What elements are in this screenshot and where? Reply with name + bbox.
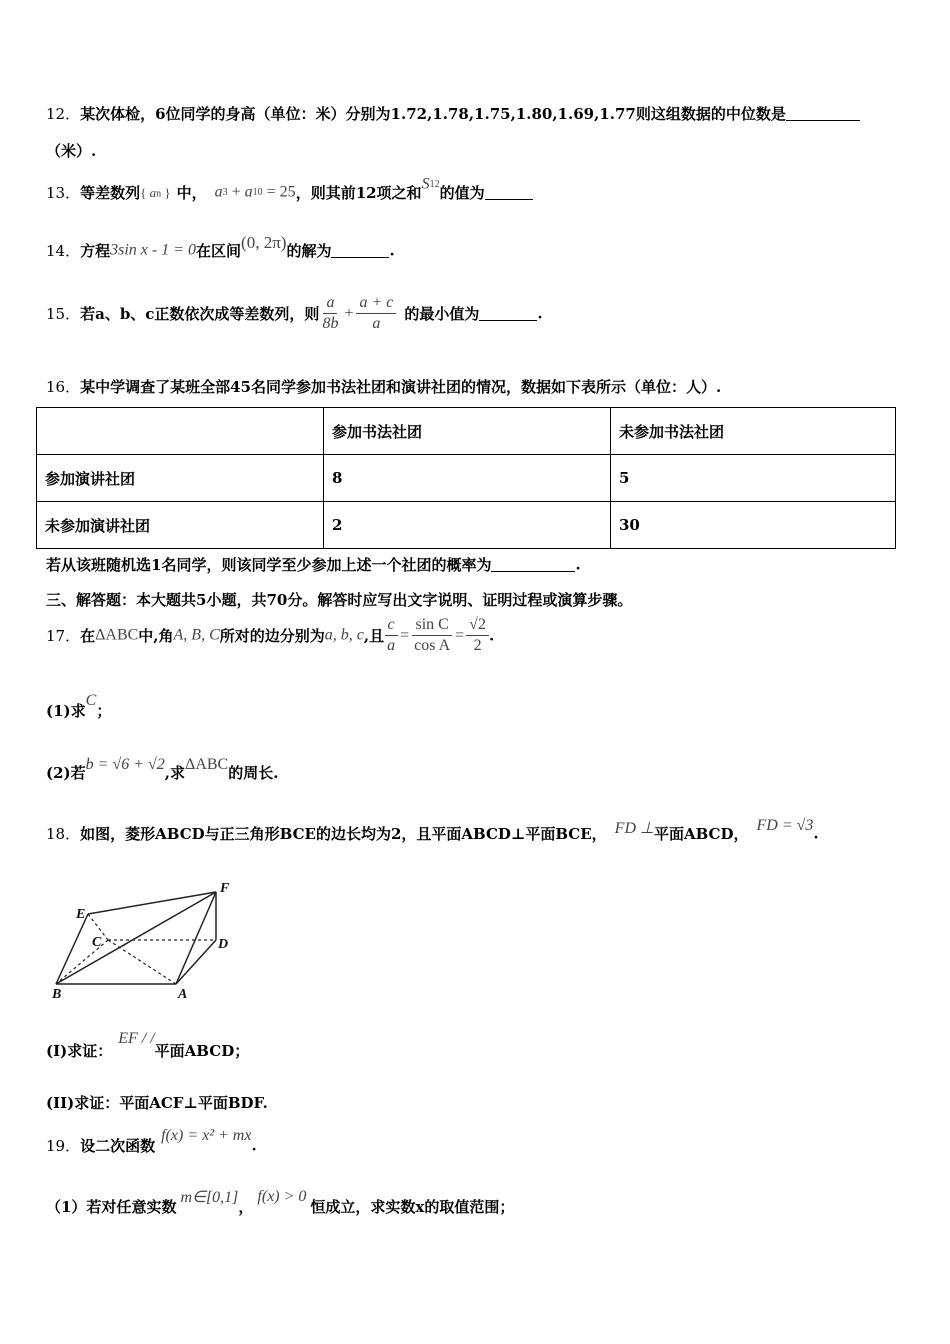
denominator: a <box>372 315 381 332</box>
question-text: . <box>389 241 395 260</box>
question-18-part-1 <box>46 1029 250 1061</box>
denominator: 8b <box>322 315 339 332</box>
inequality: f(x) > 0 <box>257 1187 307 1205</box>
fraction <box>319 294 341 333</box>
denominator: cos A <box>414 637 451 654</box>
equation: EF / / <box>118 1029 155 1047</box>
eq-rhs: = 25 <box>262 183 296 201</box>
equals: = <box>400 626 410 644</box>
equation <box>215 183 296 200</box>
numerator: a + c <box>356 294 396 314</box>
fraction <box>411 616 453 655</box>
label-D: D <box>218 937 229 952</box>
question-18 <box>46 816 819 844</box>
label-E: E <box>76 907 86 922</box>
question-number: 12． <box>46 105 81 123</box>
part-label: (I)求证： <box>46 1042 113 1060</box>
equation: FD ⊥ <box>614 819 654 837</box>
question-text: （米）. <box>46 142 97 160</box>
section-heading <box>46 589 632 610</box>
question-number: 18． <box>46 825 81 843</box>
question-text: 如图，菱形ABCD与正三角形BCE的边长均为2，且平面ABCD⊥平面BCE， <box>80 825 607 843</box>
question-number: 14． <box>46 242 81 260</box>
question-16-after <box>46 554 581 575</box>
question-text: ； <box>96 702 112 720</box>
answer-blank[interactable] <box>485 185 533 200</box>
question-19 <box>46 1126 257 1156</box>
question-text: 在 <box>80 627 96 645</box>
angles: A, B, C <box>173 626 220 644</box>
question-number: 19． <box>46 1137 81 1155</box>
plus-sign: + <box>344 304 354 322</box>
table-cell: 参加演讲社团 <box>37 455 324 502</box>
sum-sub: 12 <box>429 179 440 191</box>
question-12 <box>46 103 860 124</box>
sequence-var: a <box>149 184 157 200</box>
question-text: . <box>251 1136 257 1155</box>
question-text: ，则其前12项之和 <box>295 184 422 202</box>
question-14 <box>46 232 395 261</box>
question-number: 15． <box>46 305 81 323</box>
edge-EB <box>56 914 88 984</box>
question-text: 某中学调查了某班全部45名同学参加书法社团和演讲社团的情况，数据如下表所示（单位：人）. <box>80 378 722 396</box>
table-cell: 未参加演讲社团 <box>37 502 324 549</box>
question-17-part-2 <box>46 755 279 783</box>
question-18-part-2 <box>46 1092 268 1113</box>
numerator: sin C <box>412 616 451 636</box>
sequence-sub: n <box>156 188 162 200</box>
table-cell: 30 <box>611 502 896 549</box>
table-cell: 8 <box>324 455 611 502</box>
question-text: 恒成立，求实数x的取值范围； <box>310 1198 515 1216</box>
question-16 <box>46 376 721 397</box>
triangle: ΔABC <box>95 626 139 644</box>
table-header: 未参加书法社团 <box>611 408 896 455</box>
sum-var: S <box>421 175 430 193</box>
question-text: 平面ABCD； <box>154 1042 250 1060</box>
equation: 3sin x - 1 = 0 <box>110 241 197 259</box>
geometry-figure <box>46 872 246 1002</box>
variable: C <box>85 691 97 709</box>
edge-AD <box>176 940 216 984</box>
answer-blank[interactable] <box>786 106 860 121</box>
label-B: B <box>52 987 62 1002</box>
table-header-row <box>37 408 896 455</box>
question-text: . <box>537 304 543 323</box>
sequence-notation: { an } <box>140 184 171 200</box>
part-label: （1）若对任意实数 <box>46 1198 177 1216</box>
numerator: √2 <box>466 616 489 636</box>
answer-blank[interactable] <box>479 306 537 321</box>
question-text: ,求 <box>164 764 186 782</box>
question-text: 中,角 <box>138 627 174 645</box>
question-text: 的最小值为 <box>404 305 480 323</box>
question-12-continuation <box>46 140 96 161</box>
table-row <box>37 455 896 502</box>
eq-sub: 3 <box>222 187 228 199</box>
equation: b = √6 + √2 <box>85 755 165 773</box>
question-text: 方程 <box>80 242 111 260</box>
fraction <box>384 616 398 655</box>
table-row <box>37 502 896 549</box>
question-text: 的值为 <box>439 184 485 202</box>
eq-sub: 10 <box>252 187 263 199</box>
question-13 <box>46 175 533 203</box>
answer-blank[interactable] <box>331 243 389 258</box>
question-text: ,且 <box>363 627 385 645</box>
question-text: . <box>488 626 495 645</box>
table-cell <box>37 408 324 455</box>
data-table <box>36 407 896 549</box>
section-title: 三、解答题：本大题共5小题，共70分。解答时应写出文字说明、证明过程或演算步骤。 <box>46 591 633 609</box>
fraction <box>466 616 489 655</box>
question-text: 中， <box>176 184 207 202</box>
answer-blank[interactable] <box>491 557 575 572</box>
question-17 <box>46 616 494 655</box>
question-19-part-1 <box>46 1187 515 1217</box>
question-text: 平面ABCD， <box>653 825 749 843</box>
question-text: ， <box>238 1198 254 1216</box>
table-header: 参加书法社团 <box>324 408 611 455</box>
triangle: ΔABC <box>185 755 229 773</box>
numerator: c <box>385 616 398 636</box>
question-text: 若a、b、c正数依次成等差数列，则 <box>80 305 320 323</box>
condition: m∈[0,1] <box>180 1188 239 1206</box>
interval: (0, 2π) <box>241 232 287 252</box>
question-text: 在区间 <box>196 242 242 260</box>
question-17-part-1 <box>46 691 112 721</box>
denominator: 2 <box>473 637 482 654</box>
question-number: 17． <box>46 627 81 645</box>
question-text: 所对的边分别为 <box>219 627 325 645</box>
question-15 <box>46 294 543 333</box>
eq-var: a <box>214 183 223 201</box>
label-F: F <box>220 881 230 896</box>
question-number: 16． <box>46 378 81 396</box>
denominator: a <box>387 637 396 654</box>
equation: FD = √3 <box>756 816 814 834</box>
sum-notation <box>422 175 440 192</box>
fraction <box>356 294 396 333</box>
question-text: 等差数列 <box>80 184 141 202</box>
sides: a, b, c <box>324 626 364 644</box>
table-cell: 2 <box>324 502 611 549</box>
part-label: (II)求证：平面ACF⊥平面BDF. <box>46 1094 268 1112</box>
numerator: a <box>323 294 337 314</box>
function: f(x) = x² + mx <box>161 1126 252 1144</box>
edge-CA <box>108 940 176 984</box>
part-label: (1)求 <box>46 702 86 720</box>
question-text: . <box>813 824 819 843</box>
question-text: . <box>575 555 581 574</box>
question-text: 设二次函数 <box>80 1137 156 1155</box>
edge-FA <box>176 892 216 984</box>
question-text: 某次体检，6位同学的身高（单位：米）分别为1.72,1.78,1.75,1.80,1.69,1.77则这组数据的中位数是 <box>80 105 786 123</box>
eq-op: + <box>227 183 245 201</box>
equals: = <box>455 626 465 644</box>
question-number: 13． <box>46 184 81 202</box>
eq-var: a <box>244 183 253 201</box>
question-text: 的解为 <box>286 242 332 260</box>
label-A: A <box>178 987 188 1002</box>
question-text: 的周长. <box>228 764 279 782</box>
label-C: C <box>92 935 102 950</box>
table-cell: 5 <box>611 455 896 502</box>
part-label: (2)若 <box>46 764 86 782</box>
question-text: 若从该班随机选1名同学，则该同学至少参加上述一个社团的概率为 <box>46 556 492 574</box>
